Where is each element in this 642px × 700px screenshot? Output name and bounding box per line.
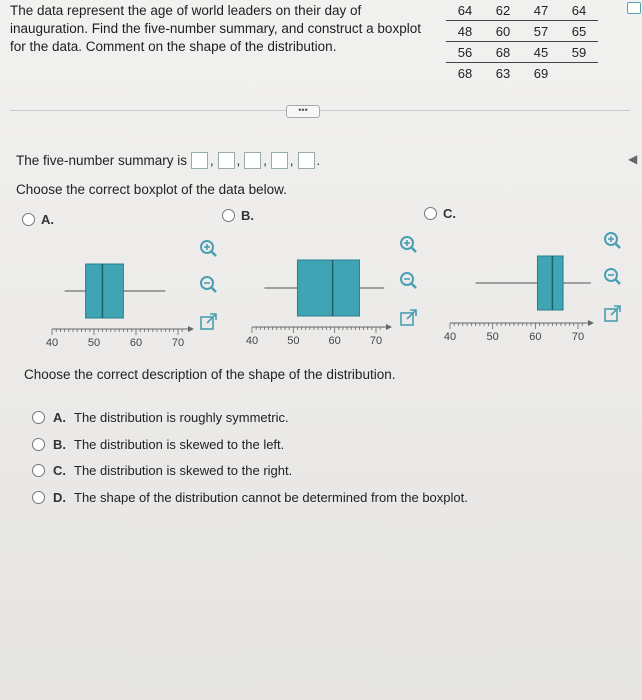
popout-icon[interactable] bbox=[605, 306, 620, 321]
tick-label: 60 bbox=[529, 331, 542, 343]
more-button[interactable]: ••• bbox=[286, 105, 320, 118]
comma: , bbox=[210, 153, 214, 168]
table-row bbox=[446, 42, 598, 63]
zoom-in-icon[interactable] bbox=[605, 233, 620, 248]
table-cell: 68 bbox=[484, 42, 522, 63]
divider bbox=[10, 110, 630, 111]
popout-icon[interactable] bbox=[401, 310, 416, 325]
table-cell: 64 bbox=[446, 0, 484, 21]
boxplot-a[interactable] bbox=[46, 264, 194, 349]
box bbox=[86, 264, 124, 318]
shape-option-c[interactable] bbox=[32, 463, 292, 478]
answer-box[interactable] bbox=[191, 152, 208, 169]
table-cell: 65 bbox=[560, 21, 598, 42]
option-letter: B. bbox=[53, 437, 66, 452]
answer-box[interactable] bbox=[271, 152, 288, 169]
zoom-out-icon[interactable] bbox=[201, 277, 216, 292]
table-cell: 63 bbox=[495, 65, 511, 81]
summary-prompt: The five-number summary is bbox=[16, 153, 188, 168]
table-row bbox=[446, 63, 598, 84]
table-cell: 57 bbox=[522, 21, 560, 42]
radio-button[interactable] bbox=[32, 491, 45, 504]
table-cell: 68 bbox=[457, 65, 473, 81]
answer-box[interactable] bbox=[298, 152, 315, 169]
boxplot-option-c[interactable] bbox=[424, 206, 456, 221]
boxplot-prompt: Choose the correct boxplot of the data below. bbox=[16, 182, 287, 197]
tick-label: 60 bbox=[129, 337, 143, 349]
tick-label: 70 bbox=[571, 331, 585, 343]
window-edge-icon[interactable] bbox=[627, 2, 641, 14]
tick-label: 50 bbox=[486, 331, 499, 343]
question-line: The data represent the age of world leaders on their day of bbox=[10, 3, 362, 18]
comma: , bbox=[263, 153, 267, 168]
zoom-in-icon[interactable] bbox=[401, 237, 416, 252]
table-row bbox=[446, 21, 598, 42]
zoom-out-icon[interactable] bbox=[605, 269, 620, 284]
boxplot-b[interactable] bbox=[246, 260, 392, 347]
tick-label: 60 bbox=[328, 335, 341, 347]
shape-option-a[interactable] bbox=[32, 410, 289, 425]
answer-box[interactable] bbox=[218, 152, 235, 169]
table-row bbox=[446, 0, 598, 21]
tick-label: 70 bbox=[171, 337, 185, 349]
zoom-in-icon[interactable] bbox=[201, 241, 216, 256]
question-text bbox=[10, 2, 450, 56]
table-cell: 48 bbox=[446, 21, 484, 42]
table-cell: 64 bbox=[560, 0, 598, 21]
table-cell: 69 bbox=[533, 65, 549, 81]
table-cell: 45 bbox=[522, 42, 560, 63]
five-number-summary bbox=[16, 152, 320, 169]
tick-label: 70 bbox=[369, 335, 383, 347]
table-cell: 59 bbox=[560, 42, 598, 63]
shape-prompt: Choose the correct description of the shape of the distribution. bbox=[24, 367, 396, 382]
plot-b-tools bbox=[398, 234, 420, 339]
box bbox=[297, 260, 359, 316]
radio-button[interactable] bbox=[32, 464, 45, 477]
option-text: The distribution is skewed to the right. bbox=[74, 463, 293, 478]
plot-c-toolbar bbox=[602, 230, 624, 330]
table-cell: 56 bbox=[446, 42, 484, 63]
axis-arrow bbox=[588, 320, 594, 326]
option-text: The distribution is roughly symmetric. bbox=[74, 410, 289, 425]
boxplot-c[interactable] bbox=[444, 256, 594, 343]
option-label: A. bbox=[41, 212, 54, 227]
option-label: C. bbox=[443, 206, 456, 221]
table-cell: 60 bbox=[484, 21, 522, 42]
radio-button[interactable] bbox=[424, 207, 437, 220]
tick-label: 50 bbox=[87, 337, 101, 349]
comma: , bbox=[289, 153, 294, 168]
radio-button[interactable] bbox=[22, 213, 35, 226]
option-letter: A. bbox=[53, 410, 66, 425]
option-text: The shape of the distribution cannot be determined from the boxplot. bbox=[74, 490, 468, 505]
boxplot-option-b[interactable] bbox=[222, 208, 254, 223]
period: . bbox=[316, 153, 321, 168]
shape-option-b[interactable] bbox=[32, 437, 284, 452]
radio-button[interactable] bbox=[32, 411, 45, 424]
plot-c-tools bbox=[602, 230, 624, 335]
question-line: for the data. Comment on the shape of the distribution. bbox=[10, 39, 337, 54]
boxplot-area bbox=[0, 230, 642, 350]
zoom-out-icon[interactable] bbox=[401, 273, 416, 288]
option-text: The distribution is skewed to the left. bbox=[74, 437, 285, 452]
tick-label: 40 bbox=[443, 331, 457, 343]
axis-arrow bbox=[386, 324, 392, 330]
radio-button[interactable] bbox=[222, 209, 235, 222]
plot-a-toolbar bbox=[198, 238, 220, 338]
comma: , bbox=[236, 153, 241, 168]
plot-a-tools bbox=[198, 238, 220, 343]
tick-label: 40 bbox=[245, 335, 259, 347]
tick-label: 50 bbox=[287, 335, 300, 347]
popout-icon[interactable] bbox=[201, 314, 216, 329]
option-label: B. bbox=[241, 208, 254, 223]
table-cell: 62 bbox=[484, 0, 522, 21]
option-letter: C. bbox=[53, 463, 66, 478]
data-table bbox=[446, 0, 598, 83]
shape-option-d[interactable] bbox=[32, 490, 468, 505]
collapse-arrow-icon[interactable]: ◀ bbox=[628, 152, 638, 166]
box bbox=[537, 256, 563, 310]
plot-b-toolbar bbox=[398, 234, 420, 334]
radio-button[interactable] bbox=[32, 438, 45, 451]
question-line: inauguration. Find the five-number summary, and construct a boxplot bbox=[10, 21, 421, 36]
table-cell bbox=[560, 63, 598, 84]
axis-arrow bbox=[188, 326, 194, 332]
tick-label: 40 bbox=[45, 337, 59, 349]
option-letter: D. bbox=[53, 490, 66, 505]
boxplot-option-a[interactable] bbox=[22, 212, 54, 227]
answer-box[interactable] bbox=[244, 152, 261, 169]
table-cell: 47 bbox=[522, 0, 560, 21]
